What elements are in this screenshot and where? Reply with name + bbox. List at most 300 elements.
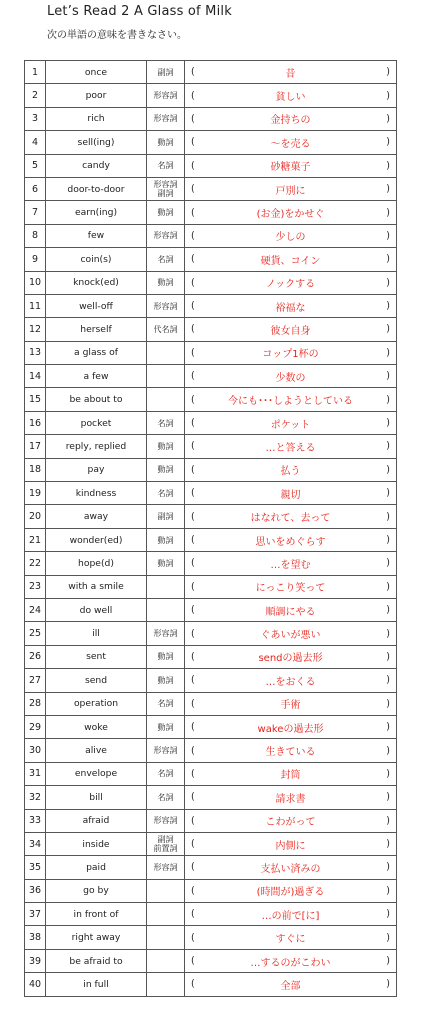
english-word: hope(d) [46,552,147,575]
row-number: 32 [25,786,46,809]
part-of-speech [147,365,185,388]
open-parenthesis: ( [191,440,195,452]
part-of-speech [147,388,185,411]
japanese-meaning: …の前で[に] [261,910,320,922]
part-of-speech [147,973,185,996]
open-parenthesis: ( [191,628,195,640]
answer-cell [185,879,397,902]
table-row [25,271,397,294]
part-of-speech [147,739,185,762]
japanese-meaning: 硬貨、コイン [260,255,321,267]
table-row [25,973,397,996]
english-word: afraid [46,809,147,832]
part-of-speech-label: 動詞 [157,208,174,218]
row-number: 18 [25,458,46,481]
japanese-meaning: 昔 [285,68,296,80]
japanese-meaning: 支払い済みの [260,863,321,875]
row-number: 38 [25,926,46,949]
table-row [25,458,397,481]
close-parenthesis: ) [386,323,390,335]
part-of-speech-label: 副詞 [157,835,174,845]
part-of-speech [147,645,185,668]
answer-cell [185,294,397,317]
part-of-speech-label: 形容詞 [153,180,178,190]
part-of-speech-label: 動詞 [157,441,174,451]
answer-cell [185,669,397,692]
close-parenthesis: ) [386,347,390,359]
japanese-meaning: …を望む [270,559,311,571]
row-number: 27 [25,669,46,692]
row-number: 34 [25,832,46,855]
japanese-meaning: …と答える [265,442,316,454]
row-number: 40 [25,973,46,996]
close-parenthesis: ) [386,113,390,125]
part-of-speech-label: 形容詞 [153,816,178,826]
english-word: knock(ed) [46,271,147,294]
vocabulary-table [24,60,397,997]
close-parenthesis: ) [386,183,390,195]
part-of-speech [147,598,185,621]
english-word: well-off [46,294,147,317]
answer-cell [185,61,397,84]
answer-cell [185,528,397,551]
answer-cell [185,458,397,481]
open-parenthesis: ( [191,323,195,335]
english-word: rich [46,107,147,130]
answer-cell [185,949,397,972]
row-number: 20 [25,505,46,528]
part-of-speech-label: 動詞 [157,137,174,147]
table-row [25,411,397,434]
open-parenthesis: ( [191,698,195,710]
answer-cell [185,762,397,785]
table-row [25,365,397,388]
part-of-speech [147,61,185,84]
answer-cell [185,201,397,224]
close-parenthesis: ) [386,417,390,429]
part-of-speech [147,318,185,341]
english-word: with a smile [46,575,147,598]
row-number: 10 [25,271,46,294]
answer-cell [185,107,397,130]
part-of-speech-label: 副詞 [157,512,174,522]
row-number: 16 [25,411,46,434]
row-number: 22 [25,552,46,575]
open-parenthesis: ( [191,464,195,476]
close-parenthesis: ) [386,698,390,710]
close-parenthesis: ) [386,861,390,873]
open-parenthesis: ( [191,347,195,359]
english-word: pay [46,458,147,481]
english-word: candy [46,154,147,177]
open-parenthesis: ( [191,815,195,827]
japanese-meaning: ポケット [270,419,311,431]
english-word: a glass of [46,341,147,364]
part-of-speech-label: 形容詞 [153,862,178,872]
japanese-meaning: (時間が)過ぎる [256,887,325,899]
open-parenthesis: ( [191,183,195,195]
answer-cell [185,973,397,996]
open-parenthesis: ( [191,955,195,967]
close-parenthesis: ) [386,721,390,733]
english-word: go by [46,879,147,902]
close-parenthesis: ) [386,253,390,265]
japanese-meaning: 貧しい [275,92,306,104]
part-of-speech-label: 代名詞 [153,324,178,334]
english-word: be about to [46,388,147,411]
open-parenthesis: ( [191,511,195,523]
english-word: paid [46,856,147,879]
part-of-speech-label: 名詞 [157,792,174,802]
japanese-meaning: コップ1杯の [262,349,319,361]
japanese-meaning: wakeの過去形 [257,723,324,735]
japanese-meaning: すぐに [275,934,306,946]
table-row [25,575,397,598]
english-word: wonder(ed) [46,528,147,551]
part-of-speech [147,949,185,972]
table-row [25,294,397,317]
answer-cell [185,248,397,271]
japanese-meaning: ～を売る [270,138,311,150]
english-word: coin(s) [46,248,147,271]
japanese-meaning: はなれて、去って [250,513,331,525]
english-word: operation [46,692,147,715]
table-row [25,949,397,972]
open-parenthesis: ( [191,581,195,593]
open-parenthesis: ( [191,932,195,944]
part-of-speech [147,458,185,481]
english-word: in front of [46,903,147,926]
open-parenthesis: ( [191,721,195,733]
part-of-speech [147,622,185,645]
part-of-speech [147,528,185,551]
part-of-speech [147,715,185,738]
open-parenthesis: ( [191,534,195,546]
part-of-speech-label: 動詞 [157,675,174,685]
answer-cell [185,786,397,809]
part-of-speech [147,411,185,434]
part-of-speech [147,692,185,715]
part-of-speech-label: 形容詞 [153,91,178,101]
part-of-speech [147,809,185,832]
row-number: 8 [25,224,46,247]
open-parenthesis: ( [191,300,195,312]
row-number: 13 [25,341,46,364]
part-of-speech [147,294,185,317]
open-parenthesis: ( [191,791,195,803]
answer-cell [185,856,397,879]
japanese-meaning: 生きている [265,747,316,759]
open-parenthesis: ( [191,417,195,429]
table-row [25,809,397,832]
table-row [25,505,397,528]
open-parenthesis: ( [191,207,195,219]
english-word: poor [46,84,147,107]
japanese-meaning: 手術 [280,700,301,712]
japanese-meaning: にっこり笑って [255,583,326,595]
part-of-speech [147,505,185,528]
open-parenthesis: ( [191,113,195,125]
row-number: 23 [25,575,46,598]
answer-cell [185,224,397,247]
part-of-speech-label: 形容詞 [153,231,178,241]
open-parenthesis: ( [191,768,195,780]
part-of-speech-label: 動詞 [157,535,174,545]
answer-cell [185,388,397,411]
japanese-meaning: 金持ちの [270,115,311,127]
english-word: alive [46,739,147,762]
part-of-speech [147,224,185,247]
part-of-speech-label: 名詞 [157,418,174,428]
english-word: send [46,669,147,692]
english-word: ill [46,622,147,645]
open-parenthesis: ( [191,230,195,242]
english-word: herself [46,318,147,341]
part-of-speech [147,107,185,130]
close-parenthesis: ) [386,370,390,382]
row-number: 9 [25,248,46,271]
close-parenthesis: ) [386,932,390,944]
table-row [25,879,397,902]
part-of-speech [147,856,185,879]
table-row [25,388,397,411]
part-of-speech [147,903,185,926]
part-of-speech-label: 名詞 [157,699,174,709]
part-of-speech-label: 動詞 [157,722,174,732]
close-parenthesis: ) [386,628,390,640]
japanese-meaning: 少数の [275,372,306,384]
part-of-speech-label: 名詞 [157,254,174,264]
open-parenthesis: ( [191,370,195,382]
close-parenthesis: ) [386,511,390,523]
english-word: inside [46,832,147,855]
answer-cell [185,645,397,668]
page-title: Let’s Read 2 A Glass of Milk [47,4,232,19]
answer-cell [185,926,397,949]
table-row [25,341,397,364]
english-word: sell(ing) [46,131,147,154]
row-number: 35 [25,856,46,879]
part-of-speech-label: 動詞 [157,278,174,288]
close-parenthesis: ) [386,160,390,172]
row-number: 4 [25,131,46,154]
japanese-meaning: 少しの [275,232,306,244]
row-number: 21 [25,528,46,551]
close-parenthesis: ) [386,885,390,897]
table-row [25,903,397,926]
part-of-speech [147,435,185,458]
japanese-meaning: 今にも･･･しようとしている [228,396,353,408]
answer-cell [185,739,397,762]
part-of-speech [147,879,185,902]
part-of-speech [147,201,185,224]
part-of-speech [147,154,185,177]
close-parenthesis: ) [386,230,390,242]
table-row [25,131,397,154]
row-number: 24 [25,598,46,621]
part-of-speech-label: 副詞 [157,189,174,199]
japanese-meaning: ぐあいが悪い [260,630,321,642]
row-number: 29 [25,715,46,738]
part-of-speech-label: 形容詞 [153,629,178,639]
open-parenthesis: ( [191,604,195,616]
row-number: 7 [25,201,46,224]
part-of-speech-label: 名詞 [157,769,174,779]
close-parenthesis: ) [386,394,390,406]
open-parenthesis: ( [191,487,195,499]
english-word: a few [46,365,147,388]
close-parenthesis: ) [386,487,390,499]
close-parenthesis: ) [386,651,390,663]
part-of-speech [147,552,185,575]
table-row [25,318,397,341]
english-word: do well [46,598,147,621]
close-parenthesis: ) [386,768,390,780]
close-parenthesis: ) [386,557,390,569]
answer-cell [185,131,397,154]
part-of-speech [147,575,185,598]
part-of-speech [147,248,185,271]
table-row [25,786,397,809]
part-of-speech-label: 形容詞 [153,301,178,311]
row-number: 12 [25,318,46,341]
japanese-meaning: こわがって [265,817,316,829]
table-row [25,645,397,668]
open-parenthesis: ( [191,277,195,289]
part-of-speech-label: 動詞 [157,558,174,568]
table-row [25,177,397,200]
table-row [25,856,397,879]
row-number: 5 [25,154,46,177]
table-row [25,224,397,247]
row-number: 30 [25,739,46,762]
table-row [25,552,397,575]
answer-cell [185,622,397,645]
table-row [25,435,397,458]
english-word: once [46,61,147,84]
answer-cell [185,435,397,458]
answer-cell [185,177,397,200]
row-number: 39 [25,949,46,972]
close-parenthesis: ) [386,90,390,102]
table-row [25,739,397,762]
open-parenthesis: ( [191,394,195,406]
part-of-speech [147,926,185,949]
answer-cell [185,552,397,575]
part-of-speech [147,271,185,294]
open-parenthesis: ( [191,908,195,920]
table-row [25,201,397,224]
english-word: reply, replied [46,435,147,458]
part-of-speech-label: 形容詞 [153,114,178,124]
row-number: 36 [25,879,46,902]
part-of-speech [147,482,185,505]
japanese-meaning: 全部 [280,980,301,992]
table-row [25,715,397,738]
answer-cell [185,598,397,621]
english-word: woke [46,715,147,738]
row-number: 26 [25,645,46,668]
table-row [25,154,397,177]
row-number: 6 [25,177,46,200]
answer-cell [185,154,397,177]
row-number: 11 [25,294,46,317]
table-row [25,248,397,271]
answer-cell [185,575,397,598]
open-parenthesis: ( [191,253,195,265]
close-parenthesis: ) [386,908,390,920]
answer-cell [185,505,397,528]
open-parenthesis: ( [191,861,195,873]
close-parenthesis: ) [386,136,390,148]
english-word: in full [46,973,147,996]
english-word: envelope [46,762,147,785]
japanese-meaning: 思いをめぐらす [255,536,326,548]
row-number: 25 [25,622,46,645]
table-row [25,482,397,505]
close-parenthesis: ) [386,66,390,78]
part-of-speech [147,786,185,809]
part-of-speech [147,131,185,154]
close-parenthesis: ) [386,464,390,476]
open-parenthesis: ( [191,160,195,172]
instructions: 次の単語の意味を書きなさい。 [47,30,187,41]
english-word: sent [46,645,147,668]
japanese-meaning: 戸別に [275,185,306,197]
part-of-speech-label: 副詞 [157,67,174,77]
english-word: pocket [46,411,147,434]
answer-cell [185,84,397,107]
close-parenthesis: ) [386,581,390,593]
english-word: few [46,224,147,247]
table-row [25,622,397,645]
vocabulary-table-body [25,61,397,997]
japanese-meaning: 順調にやる [265,606,316,618]
row-number: 28 [25,692,46,715]
japanese-meaning: 裕福な [275,302,306,314]
close-parenthesis: ) [386,534,390,546]
part-of-speech-label: 名詞 [157,488,174,498]
japanese-meaning: ノックする [265,279,316,291]
answer-cell [185,715,397,738]
close-parenthesis: ) [386,745,390,757]
japanese-meaning: 彼女自身 [270,325,311,337]
table-row [25,692,397,715]
japanese-meaning: 親切 [280,489,301,501]
open-parenthesis: ( [191,885,195,897]
part-of-speech [147,669,185,692]
japanese-meaning: 内側に [275,840,306,852]
row-number: 1 [25,61,46,84]
row-number: 15 [25,388,46,411]
part-of-speech-label: 前置詞 [153,844,178,854]
answer-cell [185,903,397,926]
row-number: 37 [25,903,46,926]
close-parenthesis: ) [386,978,390,990]
close-parenthesis: ) [386,277,390,289]
open-parenthesis: ( [191,838,195,850]
part-of-speech-label: 動詞 [157,465,174,475]
close-parenthesis: ) [386,300,390,312]
close-parenthesis: ) [386,604,390,616]
japanese-meaning: …するのがこわい [250,957,331,969]
close-parenthesis: ) [386,440,390,452]
table-row [25,84,397,107]
row-number: 17 [25,435,46,458]
part-of-speech-label: 形容詞 [153,746,178,756]
english-word: kindness [46,482,147,505]
answer-cell [185,318,397,341]
